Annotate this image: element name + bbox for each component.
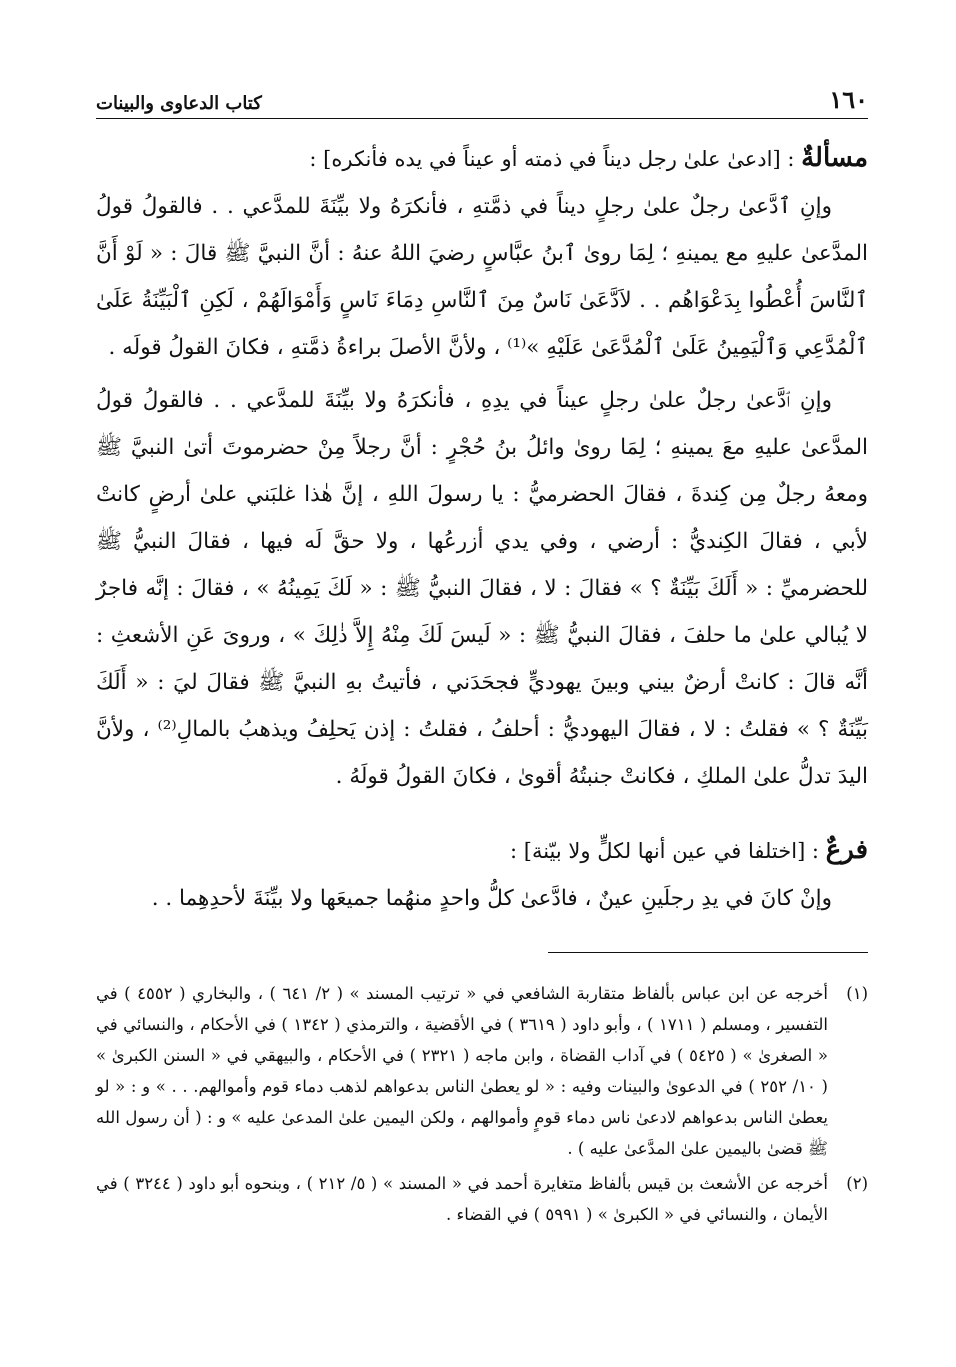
footnotes	[96, 978, 868, 1234]
main-text	[96, 140, 868, 971]
footnote-divider	[548, 952, 868, 953]
footnote-number: (١)	[846, 984, 868, 1003]
page-header	[96, 78, 868, 119]
masala-paragraph-1: وإنِ ٱدَّعىٰ رجلٌ علىٰ رجلٍ ديناً في ذمَّتهِ ، فأنكرَهُ ولا بيِّنَةَ للمدَّعي . . فالقولُ قولُ المدَّعىٰ عليهِ مع يمينهِ ؛ لِمَا روىٰ ٱبنُ عبَّاسٍ رضيَ اللهُ عنهُ : أنَّ النبيَّ ﷺ قالَ : « لَوْ أَنَّ ٱلنَّاسَ أُعْطُوا بِدَعْوَاهُم . . لاَدَّعَىٰ نَاسٌ مِنَ ٱلنَّاسِ دِمَاءَ نَاسٍ وَأَمْوَالَهُمْ ، لَكِنِ ٱلْبَيِّنَةُ عَلَىٰ ٱلْمُدَّعِي وَٱلْيَمِينُ عَلَىٰ ٱلْمُدَّعَىٰ عَلَيْهِ »⁽¹⁾ ، ولأنَّ الأصلَ براءةُ ذمَّتهِ ، فكانَ القولُ قولَه .	[96, 194, 868, 360]
footnote-number: (٢)	[846, 1174, 868, 1193]
far-lead: فرعٌ	[825, 835, 868, 865]
far-title: : [اختلفا في عين أنها لكلٍّ ولا بيّنة] :	[510, 839, 820, 863]
masala-paragraph-2: وإنِ ٱدَّعىٰ رجلٌ علىٰ رجلٍ عيناً في يدِهِ ، فأنكرَهُ ولا بيِّنَةَ للمدَّعي . . فالقولُ قولُ المدَّعىٰ عليهِ معَ يمينهِ ؛ لِمَا روىٰ وائلُ بنُ حُجْرٍ : أنَّ رجلاً مِنْ حضرموتَ أتىٰ النبيَّ ﷺ ومعهُ رجلٌ مِن كِندةَ ، فقالَ الحضرميُّ : يا رسولَ اللهِ ، إنَّ هٰذا غلبَني علىٰ أرضٍ كانتْ لأبي ، فقالَ الكِنديُّ : أرضي ، وفي يدي أزرعُها ، ولا حقَّ لَه فيها ، فقالَ النبيُّ ﷺ للحضرميِّ : « أَلَكَ بَيِّنَةٌ ؟ » فقالَ : لا ، فقالَ النبيُّ ﷺ : « لَكَ يَمِينُهُ » ، فقالَ : إنَّه فاجرٌ لا يُبالي علىٰ ما حلفَ ، فقالَ النبيُّ ﷺ : « لَيسَ لَكَ مِنْهُ إِلاَّ ذٰلِكَ » ، وروىَ عَنِ الأشعثِ : أنَّه قالَ : كانتْ أرضٌ بيني وبينَ يهوديٍّ فجحَدَني ، فأتيتُ بهِ النبيَّ ﷺ فقالَ ليَ : « أَلَكَ بَيِّنَةٌ ؟ » فقلتُ : لا ، فقالَ اليهوديُّ : أحلفُ ، فقلتُ : إذن يَحلِفُ ويذهبُ بالمالِ⁽²⁾ ، ولأنَّ اليدَ تدلُّ علىٰ الملكِ ، فكانتْ جنبتُهُ أقوىٰ ، فكانَ القولُ قولَهُ .	[96, 388, 869, 789]
masala-lead: مسألةٌ	[801, 143, 868, 173]
far-paragraph: وإنْ كانَ في يدِ رجلَينِ عينٌ ، فادَّعىٰ كلُّ واحدٍ منهُما جميعَها ولا بيِّنَةَ لأحدِهِما . .	[151, 886, 832, 911]
page-number: ١٦٠	[829, 85, 868, 114]
footnote-2	[96, 1168, 868, 1230]
masala-title: : [ادعىٰ علىٰ رجل ديناً في ذمته أو عيناً في يده فأنكره] :	[309, 147, 795, 171]
masala-heading	[96, 140, 868, 177]
far-heading	[96, 832, 868, 869]
footnote-1	[96, 978, 868, 1164]
running-title: كتاب الدعاوى والبينات	[96, 93, 262, 114]
footnote-text: أخرجه عن ابن عباس بألفاظ متقاربة الشافعي في « ترتيب المسند » ( ٢/ ٦٤١ ) ، والبخاري ( ٤٥٥٢ ) في التفسير ، ومسلم ( ١٧١١ ) ، وأبو داود ( ٣٦١٩ ) في الأقضية ، والترمذي ( ١٣٤٢ ) في الأحكام ، والنسائي في « الصغرىٰ » ( ٥٤٢٥ ) في آداب القضاة ، وابن ماجه ( ٢٣٢١ ) في الأحكام ، والبيهقي في « السنن الكبرىٰ » ( ١٠/ ٢٥٢ ) في الدعوىٰ والبينات وفيه : « لو يعطىٰ الناس بدعواهم لذهب دماء قوم وأموالهم. . . » و : « لو يعطىٰ الناس بدعواهم لادعىٰ ناس دماء قومٍ وأموالهم ، ولكن اليمين علىٰ المدعىٰ عليه » و : ( أن رسول الله ﷺ قضىٰ باليمين علىٰ المدَّعىٰ عليه ) .	[96, 984, 829, 1158]
footnote-text: أخرجه عن الأشعث بن قيس بألفاظ متغايرة أحمد في « المسند » ( ٥/ ٢١٢ ) ، وبنحوه أبو داود ( ٣٢٤٤ ) في الأيمان ، والنسائي في « الكبرىٰ » ( ٥٩٩١ ) في القضاء .	[96, 1174, 828, 1224]
